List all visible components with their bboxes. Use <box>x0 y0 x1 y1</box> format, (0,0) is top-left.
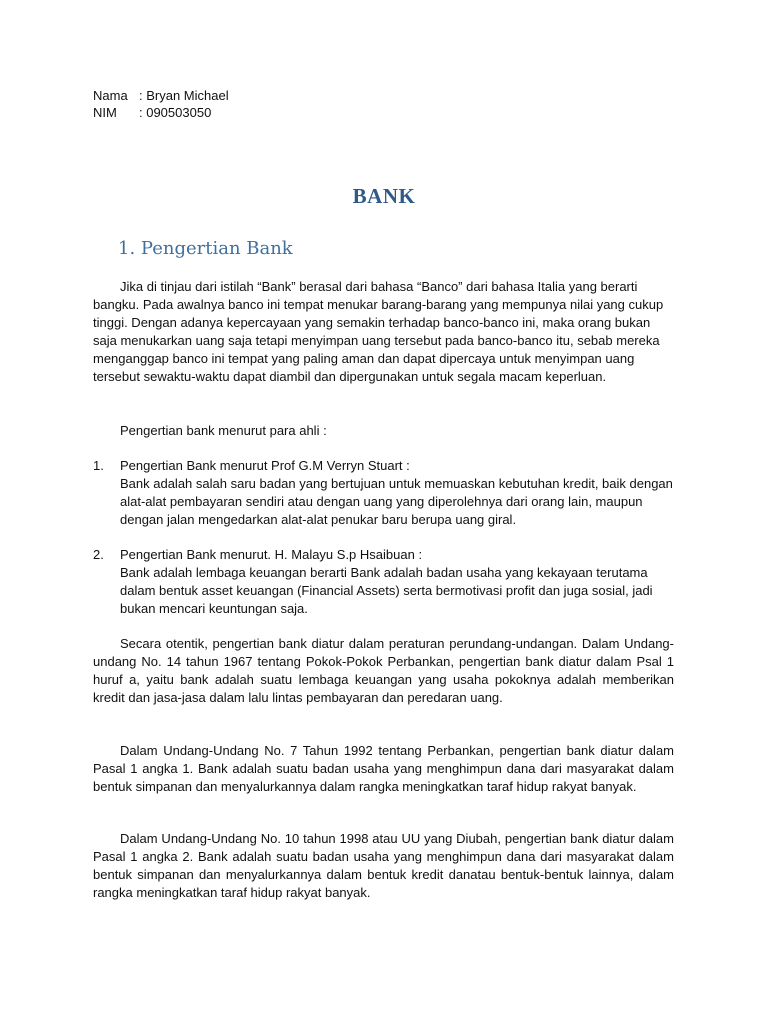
list-body <box>120 546 674 618</box>
body-paragraph: Secara otentik, pengertian bank diatur dalam peraturan perundang-undangan. Dalam Undang-undang No. 14 tahun 1967 tentang Pokok-Pokok Perbankan, pengertian bank diatur dalam Psal 1 huruf a, yaitu bank adalah suatu lembaga keuangan yang usaha pokoknya adalah memberikan kredit dan jasa-jasa dalam lalu lintas pembayaran dan peredaran uang. <box>93 636 674 705</box>
section-heading: 1. Pengertian Bank <box>118 238 293 259</box>
list-body <box>120 457 674 529</box>
name-row <box>93 87 229 104</box>
name-label: Nama <box>93 88 128 103</box>
student-info <box>93 87 229 121</box>
list-number: 1. <box>93 458 104 473</box>
body-paragraph-block <box>93 635 674 707</box>
body-paragraph: Dalam Undang-Undang No. 10 tahun 1998 atau UU yang Diubah, pengertian bank diatur dalam Pasal 1 angka 2. Bank adalah suatu badan usaha yang menghimpun dana dari masyarakat dalam bentuk simpanan dan menyalurkannya dalam bentuk kredit danatau bentuk-bentuk lainnya, dalam rangka meningkatkan taraf hidup rakyat banyak. <box>93 831 674 900</box>
experts-lead: Pengertian bank menurut para ahli : <box>120 423 327 438</box>
intro-paragraph-block <box>93 278 674 386</box>
expert-title: Pengertian Bank menurut. H. Malayu S.p Hsaibuan : <box>120 547 423 562</box>
expert-list-item <box>93 546 674 618</box>
expert-definition: Bank adalah lembaga keuangan berarti Bank adalah badan usaha yang kekayaan terutama dalam bentuk asset keuangan (Financial Assets) serta bermotivasi profit dan juga sosial, jadi bukan mencari keuntungan saja. <box>120 565 653 616</box>
nim-value: : 090503050 <box>139 105 212 120</box>
list-number: 2. <box>93 547 104 562</box>
name-value: : Bryan Michael <box>139 88 229 103</box>
experts-lead-block <box>93 422 674 440</box>
expert-definition: Bank adalah salah saru badan yang bertujuan untuk memuaskan kebutuhan kredit, baik dengan alat-alat pembayaran sendiri atau dengan uang yang diperolehnya dari orang lain, maupun dengan jalan mengedarkan alat-alat penukar baru berupa uang giral. <box>120 476 673 527</box>
expert-list-item <box>93 457 674 529</box>
document-title: BANK <box>352 184 416 208</box>
body-paragraph: Dalam Undang-Undang No. 7 Tahun 1992 tentang Perbankan, pengertian bank diatur dalam Pasal 1 angka 1. Bank adalah suatu badan usaha yang menghimpun dana dari masyarakat dalam bentuk simpanan dan menyalurkannya dalam rangka meningkatkan taraf hidup rakyat banyak. <box>93 743 674 794</box>
expert-title: Pengertian Bank menurut Prof G.M Verryn Stuart : <box>120 458 410 473</box>
intro-paragraph: Jika di tinjau dari istilah “Bank” berasal dari bahasa “Banco” dari bahasa Italia yang berarti bangku. Pada awalnya banco ini tempat menukar barang-barang yang mempunya nilai yang cukup tinggi. Dengan adanya kepercayaan yang semakin terhadap banco-banco ini, maka orang bukan saja menukarkan uang saja tetapi menyimpan uang tersebut pada banco-banco itu, sebab mereka menganggap banco ini tempat yang paling aman dan dapat dipercaya untuk menyimpan uang tersebut sewaktu-waktu dapat diambil dan dipergunakan untuk segala macam keperluan. <box>93 279 664 384</box>
body-paragraph-block <box>93 742 674 796</box>
nim-label: NIM <box>93 105 117 120</box>
nim-row <box>93 104 229 121</box>
body-paragraph-block <box>93 830 674 902</box>
